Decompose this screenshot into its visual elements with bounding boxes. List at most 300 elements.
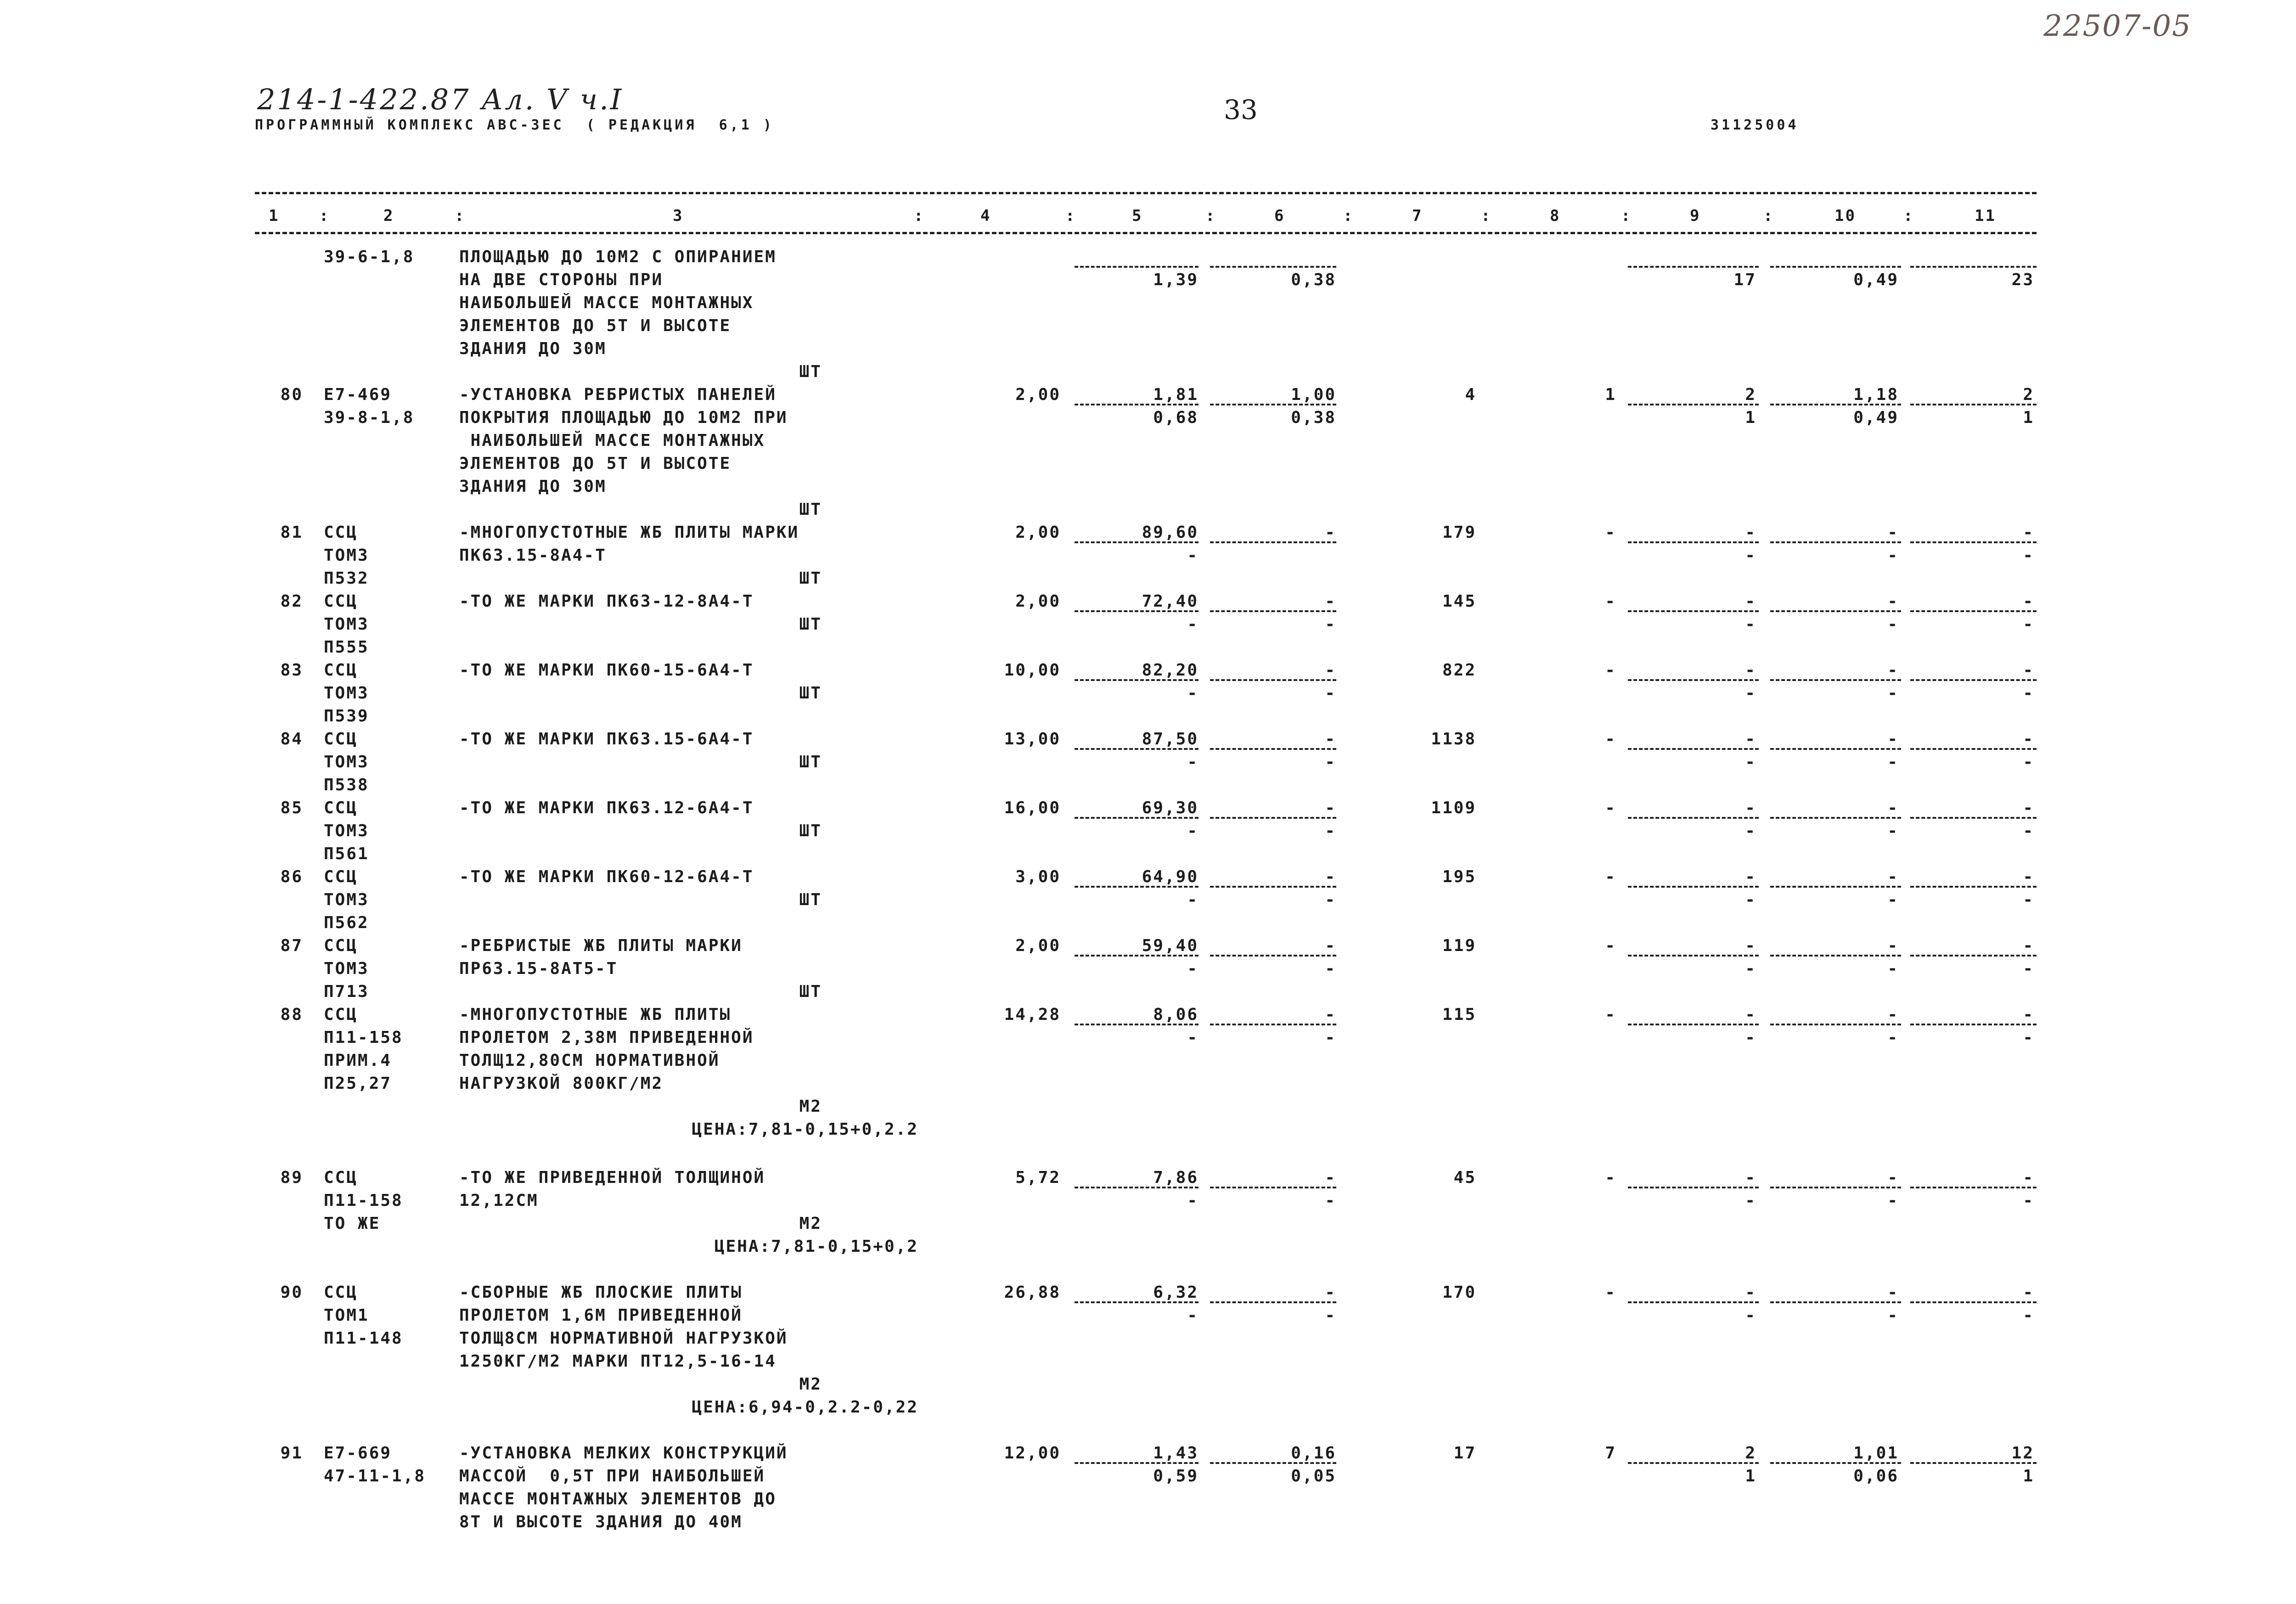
subtotal-separator — [1210, 404, 1336, 405]
row-col9: - — [1745, 1005, 1756, 1024]
row-col10: 1,18 — [1853, 385, 1899, 404]
row-code: ССЦ — [324, 936, 358, 955]
row-code: Е7-469 — [324, 385, 392, 404]
column-header-8: 8 — [1550, 207, 1561, 225]
column-separator: : — [1903, 207, 1914, 225]
subtotal-separator — [1628, 1462, 1759, 1464]
subtotal-separator — [1210, 266, 1336, 268]
subtotal-separator — [1628, 886, 1759, 888]
subtotal-separator — [1770, 748, 1901, 750]
row-unit-cost: 6,32 — [1153, 1283, 1199, 1302]
row-unit-cost: 87,50 — [1142, 730, 1199, 749]
column-separator: : — [1205, 207, 1216, 225]
row-quantity: 12,00 — [1004, 1444, 1061, 1463]
row-description: -ТО ЖЕ ПРИВЕДЕННОЙ ТОЛЩИНОЙ — [459, 1168, 765, 1187]
subtotal-separator — [1628, 610, 1759, 612]
row-quantity: 14,28 — [1004, 1005, 1061, 1024]
subtotal-separator — [1910, 266, 2037, 268]
row-unit-cost-sub: 0,68 — [1153, 408, 1199, 427]
row-col6: 0,16 — [1291, 1444, 1336, 1463]
row-col11-sub: - — [2023, 753, 2034, 771]
row-col6: - — [1325, 730, 1336, 749]
row-code: ССЦ — [324, 1005, 358, 1024]
row-col11-sub: - — [2023, 684, 2034, 703]
row-col10: - — [1887, 1005, 1899, 1024]
row-description: ТОЛЩ8СМ НОРМАТИВНОЙ НАГРУЗКОЙ — [459, 1329, 788, 1348]
row-col11: 12 — [2011, 1444, 2034, 1463]
row-col7-total: 1138 — [1431, 730, 1476, 749]
row-code: 39-6-1,8 — [324, 248, 415, 266]
subtotal-separator — [1075, 404, 1199, 405]
subtotal-separator — [1210, 679, 1336, 681]
column-separator: : — [1065, 207, 1076, 225]
subtotal-separator — [1910, 817, 2037, 819]
row-code: ССЦ — [324, 661, 358, 680]
row-unit: ШТ — [799, 753, 822, 771]
row-unit-cost: 59,40 — [1142, 936, 1199, 955]
column-header-3: 3 — [673, 207, 684, 225]
row-col6-sub: - — [1325, 1191, 1336, 1210]
row-number: 81 — [280, 523, 303, 542]
row-col11: - — [2023, 1283, 2034, 1302]
row-code: П538 — [324, 776, 369, 794]
subtotal-separator — [1075, 748, 1199, 750]
row-col10-sub: - — [1887, 959, 1899, 978]
row-col8: - — [1605, 592, 1616, 611]
row-quantity: 16,00 — [1004, 799, 1061, 817]
row-col6: - — [1325, 1283, 1336, 1302]
row-col11-sub: - — [2023, 615, 2034, 634]
row-code: Е7-669 — [324, 1444, 392, 1463]
row-number: 87 — [280, 936, 303, 955]
row-code: ССЦ — [324, 523, 358, 542]
row-col9: - — [1745, 730, 1756, 749]
subtotal-separator — [1910, 955, 2037, 957]
subtotal-separator — [1075, 541, 1199, 543]
row-col11: - — [2023, 661, 2034, 680]
subtotal-separator — [1910, 541, 2037, 543]
row-description: 8Т И ВЫСОТЕ ЗДАНИЯ ДО 40М — [459, 1513, 743, 1531]
row-description: -МНОГОПУСТОТНЫЕ ЖБ ПЛИТЫ — [459, 1005, 732, 1024]
column-header-2: 2 — [383, 207, 394, 225]
subtotal-separator — [1770, 679, 1901, 681]
row-code: П562 — [324, 913, 369, 932]
column-separator: : — [1343, 207, 1354, 225]
column-separator: : — [1763, 207, 1774, 225]
subtotal-separator — [1910, 1187, 2037, 1188]
row-col6: - — [1325, 799, 1336, 817]
row-col11-sub: - — [2023, 959, 2034, 978]
row-description: 12,12СМ — [459, 1191, 539, 1210]
row-col8: - — [1605, 936, 1616, 955]
row-col10: - — [1887, 661, 1899, 680]
row-col11: - — [2023, 592, 2034, 611]
row-number: 90 — [280, 1283, 303, 1302]
row-col7-total: 4 — [1465, 385, 1476, 404]
row-unit-cost-sub: - — [1187, 959, 1199, 978]
row-code: ТОМ3 — [324, 822, 369, 840]
subtotal-separator — [1770, 541, 1901, 543]
row-col8: - — [1605, 1283, 1616, 1302]
row-number: 80 — [280, 385, 303, 404]
row-col11-sub: - — [2023, 822, 2034, 840]
subtotal-separator — [1210, 748, 1336, 750]
row-col10: - — [1887, 730, 1899, 749]
row-unit: М2 — [799, 1097, 822, 1116]
program-line: ПРОГРАММНЫЙ КОМПЛЕКС АВС-ЗЕС ( РЕДАКЦИЯ 6,1 ) — [255, 117, 774, 133]
row-col11: - — [2023, 867, 2034, 886]
row-unit: М2 — [799, 1214, 822, 1233]
row-col7-total: 45 — [1453, 1168, 1476, 1187]
row-description: ЭЛЕМЕНТОВ ДО 5Т И ВЫСОТЕ — [459, 316, 732, 335]
subtotal-separator — [1075, 1301, 1199, 1303]
row-col6-sub: - — [1325, 890, 1336, 909]
row-col6-sub: - — [1325, 684, 1336, 703]
subtotal-separator — [1210, 1301, 1336, 1303]
row-col11: - — [2023, 936, 2034, 955]
subtotal-separator — [1910, 610, 2037, 612]
row-col10: - — [1887, 592, 1899, 611]
subtotal-separator — [1075, 1462, 1199, 1464]
row-col11: 2 — [2023, 385, 2034, 404]
row-description: НАИБОЛЬШЕЙ МАССЕ МОНТАЖНЫХ — [459, 293, 754, 312]
row-col11-sub: - — [2023, 1306, 2034, 1325]
row-col8: - — [1605, 867, 1616, 886]
row-col9-sub: 17 — [1733, 270, 1756, 289]
subtotal-separator — [1770, 1024, 1901, 1025]
row-code: ТОМ3 — [324, 546, 369, 565]
row-unit-cost-sub: - — [1187, 890, 1199, 909]
row-unit: ШТ — [799, 982, 822, 1001]
row-unit-cost-sub: - — [1187, 1191, 1199, 1210]
row-col7-total: 195 — [1442, 867, 1476, 886]
row-code: ТОМ3 — [324, 753, 369, 771]
row-col9-sub: - — [1745, 959, 1756, 978]
row-number: 82 — [280, 592, 303, 611]
row-description: -СБОРНЫЕ ЖБ ПЛОСКИЕ ПЛИТЫ — [459, 1283, 743, 1302]
row-unit-cost: 1,81 — [1153, 385, 1199, 404]
row-unit-cost-sub: 0,59 — [1153, 1467, 1199, 1486]
row-description: -УСТАНОВКА МЕЛКИХ КОНСТРУКЦИЙ — [459, 1444, 788, 1463]
row-code: ПРИМ.4 — [324, 1051, 392, 1070]
row-col6: - — [1325, 1005, 1336, 1024]
row-unit: ШТ — [799, 615, 822, 634]
row-col10-sub: - — [1887, 753, 1899, 771]
document-code: 214-1-422.87 Ал. V ч.I — [257, 83, 624, 116]
row-description: -ТО ЖЕ МАРКИ ПК63.12-6А4-Т — [459, 799, 754, 817]
row-unit: ШТ — [799, 684, 822, 703]
row-col7-total: 145 — [1442, 592, 1476, 611]
row-col9: - — [1745, 523, 1756, 542]
row-unit-cost: 69,30 — [1142, 799, 1199, 817]
row-col9: - — [1745, 1168, 1756, 1187]
row-unit-cost: 7,86 — [1153, 1168, 1199, 1187]
row-code: ТОМ3 — [324, 959, 369, 978]
subtotal-separator — [1075, 610, 1199, 612]
column-header-5: 5 — [1132, 207, 1143, 225]
row-code: П561 — [324, 844, 369, 863]
row-col9-sub: 1 — [1745, 1467, 1756, 1486]
subtotal-separator — [1210, 817, 1336, 819]
row-number: 84 — [280, 730, 303, 749]
row-description: ПРОЛЕТОМ 1,6М ПРИВЕДЕННОЙ — [459, 1306, 743, 1325]
subtotal-separator — [1210, 610, 1336, 612]
row-col9: 2 — [1745, 1444, 1756, 1463]
row-quantity: 13,00 — [1004, 730, 1061, 749]
row-col8: 1 — [1605, 385, 1616, 404]
row-col6-sub: - — [1325, 1306, 1336, 1325]
row-col6: - — [1325, 1168, 1336, 1187]
row-col10: - — [1887, 936, 1899, 955]
row-code: ТОМ3 — [324, 684, 369, 703]
row-col10: - — [1887, 867, 1899, 886]
row-unit-cost-sub: 1,39 — [1153, 270, 1199, 289]
row-col10-sub: 0,49 — [1853, 270, 1899, 289]
row-code: П11-158 — [324, 1191, 403, 1210]
row-code: П11-148 — [324, 1329, 403, 1348]
subtotal-separator — [1628, 1187, 1759, 1188]
row-quantity: 2,00 — [1015, 592, 1061, 611]
row-col10: - — [1887, 799, 1899, 817]
row-col8: 7 — [1605, 1444, 1616, 1463]
row-col9-sub: - — [1745, 753, 1756, 771]
row-description: -РЕБРИСТЫЕ ЖБ ПЛИТЫ МАРКИ — [459, 936, 743, 955]
row-unit: ШТ — [799, 569, 822, 588]
row-description: НА ДВЕ СТОРОНЫ ПРИ — [459, 270, 664, 289]
row-unit: ШТ — [799, 500, 822, 519]
subtotal-separator — [1075, 1187, 1199, 1188]
row-unit-cost: 72,40 — [1142, 592, 1199, 611]
row-number: 83 — [280, 661, 303, 680]
row-col8: - — [1605, 523, 1616, 542]
row-number: 85 — [280, 799, 303, 817]
row-col6-sub: - — [1325, 959, 1336, 978]
row-code: ТОМ1 — [324, 1306, 369, 1325]
subtotal-separator — [1210, 1024, 1336, 1025]
subtotal-separator — [1210, 886, 1336, 888]
row-col11: - — [2023, 799, 2034, 817]
row-col10-sub: - — [1887, 1191, 1899, 1210]
row-description: -ТО ЖЕ МАРКИ ПК63.15-6А4-Т — [459, 730, 754, 749]
row-col7-total: 115 — [1442, 1005, 1476, 1024]
subtotal-separator — [1910, 679, 2037, 681]
row-code: ССЦ — [324, 1283, 358, 1302]
row-col11: - — [2023, 523, 2034, 542]
row-col7-total: 119 — [1442, 936, 1476, 955]
subtotal-separator — [1628, 1024, 1759, 1025]
row-col10-sub: 0,06 — [1853, 1467, 1899, 1486]
subtotal-separator — [1628, 955, 1759, 957]
row-code: ССЦ — [324, 730, 358, 749]
row-col6: - — [1325, 936, 1336, 955]
subtotal-separator — [1910, 886, 2037, 888]
row-col6: - — [1325, 523, 1336, 542]
subtotal-separator — [1910, 748, 2037, 750]
column-header-9: 9 — [1690, 207, 1701, 225]
row-unit-cost: 8,06 — [1153, 1005, 1199, 1024]
row-code: ССЦ — [324, 592, 358, 611]
row-col6-sub: - — [1325, 753, 1336, 771]
row-number: 88 — [280, 1005, 303, 1024]
row-col6-sub: - — [1325, 822, 1336, 840]
row-col8: - — [1605, 730, 1616, 749]
row-description: ПОКРЫТИЯ ПЛОЩАДЬЮ ДО 10М2 ПРИ — [459, 408, 788, 427]
row-code: П532 — [324, 569, 369, 588]
row-description: ЗДАНИЯ ДО 30М — [459, 339, 607, 358]
row-col9-sub: - — [1745, 1191, 1756, 1210]
subtotal-separator — [1210, 1462, 1336, 1464]
row-unit-cost: 64,90 — [1142, 867, 1199, 886]
row-col11-sub: 1 — [2023, 408, 2034, 427]
subtotal-separator — [1628, 1301, 1759, 1303]
row-unit-cost-sub: - — [1187, 684, 1199, 703]
row-col9-sub: - — [1745, 684, 1756, 703]
subtotal-separator — [1910, 1301, 2037, 1303]
row-col9: - — [1745, 867, 1756, 886]
row-unit-cost-sub: - — [1187, 1028, 1199, 1047]
row-col11: - — [2023, 1005, 2034, 1024]
row-description: -ТО ЖЕ МАРКИ ПК63-12-8А4-Т — [459, 592, 754, 611]
row-col7-total: 17 — [1453, 1444, 1476, 1463]
row-description: -ТО ЖЕ МАРКИ ПК60-12-6А4-Т — [459, 867, 754, 886]
row-col6: - — [1325, 867, 1336, 886]
column-separator: : — [455, 207, 466, 225]
row-col8: - — [1605, 1005, 1616, 1024]
row-col9-sub: 1 — [1745, 408, 1756, 427]
row-description: 1250КГ/М2 МАРКИ ПТ12,5-16-14 — [459, 1352, 777, 1371]
row-col6-sub: 0,38 — [1291, 270, 1336, 289]
subtotal-separator — [1210, 1187, 1336, 1188]
row-unit: ШТ — [799, 822, 822, 840]
subtotal-separator — [1210, 955, 1336, 957]
column-header-6: 6 — [1274, 207, 1285, 225]
row-col10-sub: - — [1887, 546, 1899, 565]
row-description: ЗДАНИЯ ДО 30М — [459, 477, 607, 496]
row-code: П713 — [324, 982, 369, 1001]
row-col11: - — [2023, 730, 2034, 749]
row-description: -УСТАНОВКА РЕБРИСТЫХ ПАНЕЛЕЙ — [459, 385, 777, 404]
row-col6-sub: 0,05 — [1291, 1467, 1336, 1486]
row-description: НАИБОЛЬШЕЙ МАССЕ МОНТАЖНЫХ — [459, 431, 765, 450]
row-code: ТО ЖЕ — [324, 1214, 381, 1233]
row-col7-total: 170 — [1442, 1283, 1476, 1302]
row-col10: - — [1887, 523, 1899, 542]
subtotal-separator — [1910, 1024, 2037, 1025]
row-code: П25,27 — [324, 1074, 392, 1093]
row-description: ТОЛЩ12,80СМ НОРМАТИВНОЙ — [459, 1051, 720, 1070]
row-col9: 2 — [1745, 385, 1756, 404]
row-description: ЭЛЕМЕНТОВ ДО 5Т И ВЫСОТЕ — [459, 454, 732, 473]
row-col9-sub: - — [1745, 1028, 1756, 1047]
row-unit-cost-sub: - — [1187, 1306, 1199, 1325]
row-col9-sub: - — [1745, 546, 1756, 565]
row-number: 86 — [280, 867, 303, 886]
row-col11-sub: 23 — [2011, 270, 2034, 289]
row-code: П555 — [324, 638, 369, 657]
row-quantity: 26,88 — [1004, 1283, 1061, 1302]
row-number: 89 — [280, 1168, 303, 1187]
subtotal-separator — [1770, 266, 1901, 268]
row-price-note: ЦЕНА:7,81-0,15+0,2 — [714, 1237, 918, 1256]
row-col10-sub: - — [1887, 1306, 1899, 1325]
column-separator: : — [319, 207, 330, 225]
subtotal-separator — [1075, 1024, 1199, 1025]
row-description: ПЛОЩАДЬЮ ДО 10М2 С ОПИРАНИЕМ — [459, 248, 777, 266]
row-unit-cost-sub: - — [1187, 822, 1199, 840]
subtotal-separator — [1628, 817, 1759, 819]
row-unit: ШТ — [799, 362, 822, 381]
subtotal-separator — [1628, 404, 1759, 405]
row-quantity: 2,00 — [1015, 936, 1061, 955]
column-header-7: 7 — [1412, 207, 1423, 225]
row-col6: - — [1325, 592, 1336, 611]
row-quantity: 5,72 — [1015, 1168, 1061, 1187]
subtotal-separator — [1770, 817, 1901, 819]
row-col6: 1,00 — [1291, 385, 1336, 404]
subtotal-separator — [1628, 748, 1759, 750]
subtotal-separator — [1910, 404, 2037, 405]
subtotal-separator — [1075, 886, 1199, 888]
row-col9: - — [1745, 592, 1756, 611]
page-number: 33 — [1224, 94, 1258, 125]
row-col9: - — [1745, 799, 1756, 817]
row-col9-sub: - — [1745, 615, 1756, 634]
subtotal-separator — [1770, 610, 1901, 612]
subtotal-separator — [1770, 1462, 1901, 1464]
row-description: -МНОГОПУСТОТНЫЕ ЖБ ПЛИТЫ МАРКИ — [459, 523, 799, 542]
subtotal-separator — [1770, 886, 1901, 888]
row-col6-sub: - — [1325, 1028, 1336, 1047]
row-price-note: ЦЕНА:6,94-0,2.2-0,22 — [692, 1398, 918, 1417]
column-header-11: 11 — [1975, 207, 1996, 225]
table-top-rule — [255, 192, 2037, 194]
column-separator: : — [1481, 207, 1492, 225]
subtotal-separator — [1075, 955, 1199, 957]
row-description: ПРОЛЕТОМ 2,38М ПРИВЕДЕННОЙ — [459, 1028, 754, 1047]
row-col7-total: 179 — [1442, 523, 1476, 542]
row-col10-sub: - — [1887, 890, 1899, 909]
subtotal-separator — [1628, 266, 1759, 268]
subtotal-separator — [1770, 1301, 1901, 1303]
row-description: -ТО ЖЕ МАРКИ ПК60-15-6А4-Т — [459, 661, 754, 680]
row-quantity: 2,00 — [1015, 523, 1061, 542]
row-col9-sub: - — [1745, 1306, 1756, 1325]
row-code: ССЦ — [324, 867, 358, 886]
row-col11-sub: 1 — [2023, 1467, 2034, 1486]
column-header-1: 1 — [269, 207, 280, 225]
row-col9: - — [1745, 1283, 1756, 1302]
row-code: ССЦ — [324, 799, 358, 817]
row-description: НАГРУЗКОЙ 800КГ/М2 — [459, 1074, 664, 1093]
row-col11-sub: - — [2023, 546, 2034, 565]
row-col10-sub: 0,49 — [1853, 408, 1899, 427]
subtotal-separator — [1210, 541, 1336, 543]
document-id: 31125004 — [1711, 117, 1799, 133]
subtotal-separator — [1628, 679, 1759, 681]
row-col8: - — [1605, 799, 1616, 817]
row-quantity: 10,00 — [1004, 661, 1061, 680]
row-col9: - — [1745, 661, 1756, 680]
row-col11-sub: - — [2023, 1191, 2034, 1210]
row-description: ПР63.15-8АТ5-Т — [459, 959, 618, 978]
row-col10-sub: - — [1887, 1028, 1899, 1047]
row-col9-sub: - — [1745, 890, 1756, 909]
row-code: ТОМ3 — [324, 615, 369, 634]
row-number: 91 — [280, 1444, 303, 1463]
row-code: П11-158 — [324, 1028, 403, 1047]
row-col9: - — [1745, 936, 1756, 955]
table-header-rule — [255, 232, 2037, 234]
